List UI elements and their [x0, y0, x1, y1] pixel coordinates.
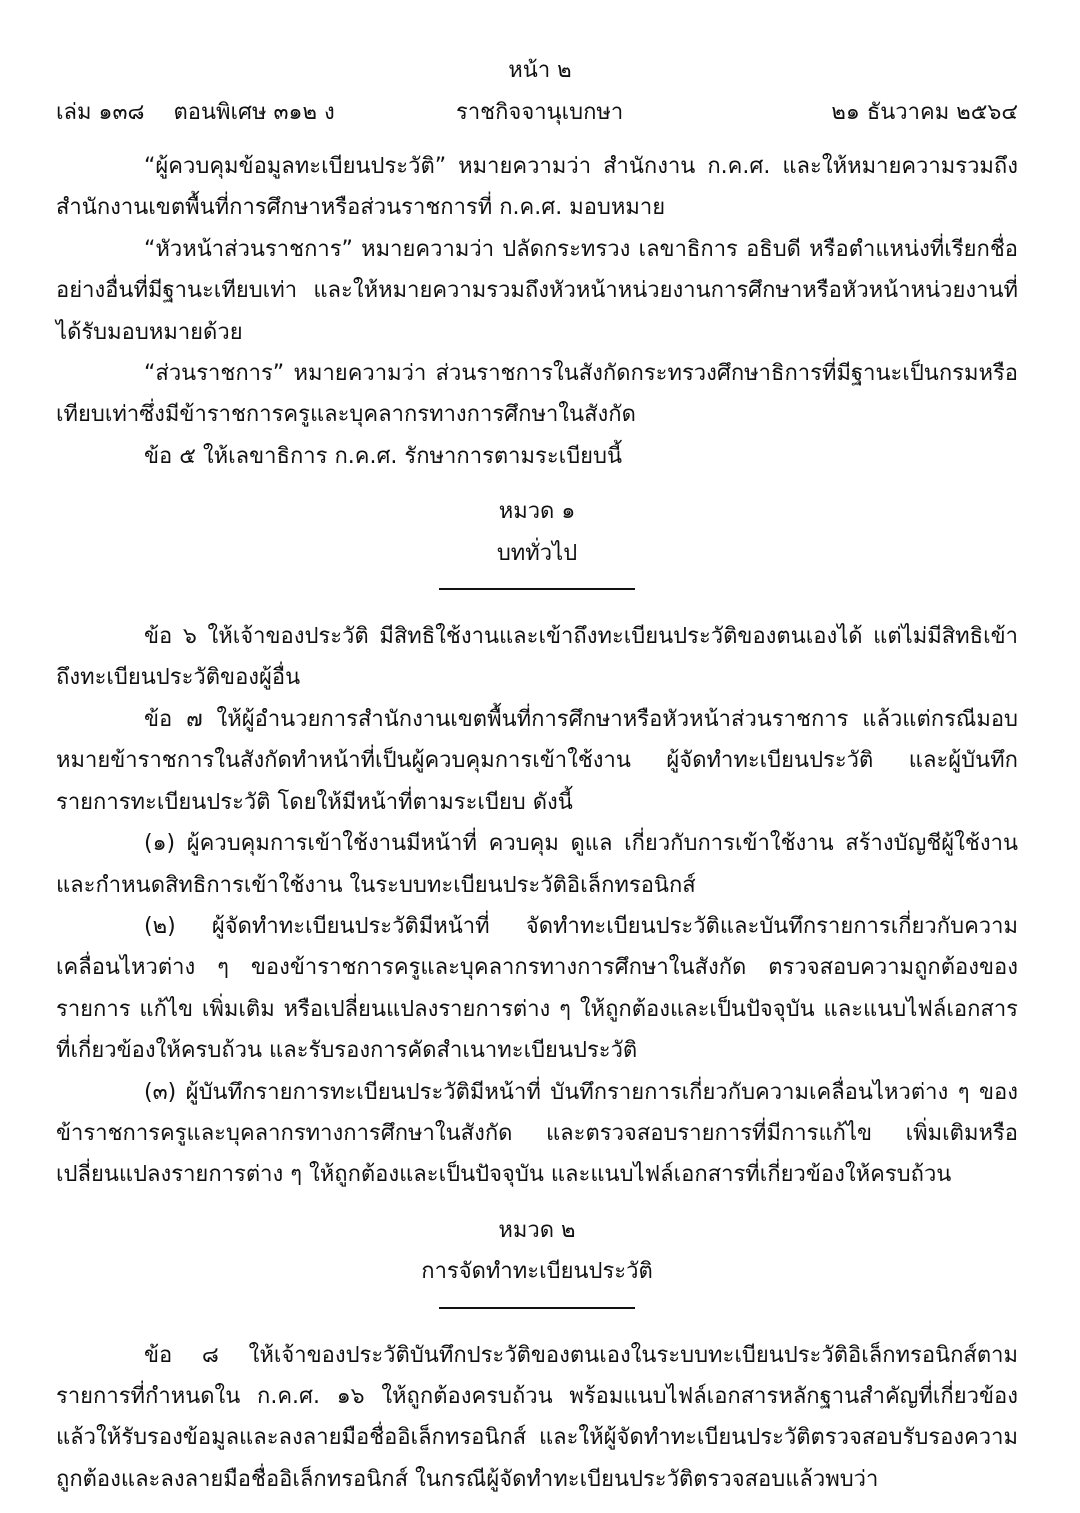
- chapter-1-title: บททั่วไป: [496, 540, 578, 566]
- document-body: [56, 146, 1018, 1500]
- clause-5: ข้อ ๕ ให้เลขาธิการ ก.ค.ศ. รักษาการตามระเบียบนี้: [144, 443, 623, 469]
- clause-6: ข้อ ๖ ให้เจ้าของประวัติ มีสิทธิใช้งานและเข้าถึงทะเบียนประวัติของตนเองได้ แต่ไม่มีสิทธิเข้าถึงทะเบียนประวัติของผู้อื่น: [56, 624, 1018, 691]
- gazette-header: [56, 94, 1018, 124]
- clause-7-item-2: (๒) ผู้จัดทำทะเบียนประวัติมีหน้าที่ จัดทำทะเบียนประวัติและบันทึกรายการเกี่ยวกับความเคลื่อนไหวต่าง ๆ ของข้าราชการครูและบุคลากรทางการศึกษาในสังกัด ตรวจสอบความถูกต้องของรายการ แก้ไข เพิ่มเติม หรือเปลี่ยนแปลงรายการต่าง ๆ ให้ถูกต้องและเป็นปัจจุบัน และแนบไฟล์เอกสารที่เกี่ยวข้องให้ครบถ้วน และรับรองการคัดสำเนาทะเบียนประวัติ: [56, 913, 1018, 1064]
- issue-number: ตอนพิเศษ ๓๑๒ ง: [173, 100, 335, 125]
- clause-7-item-3: (๓) ผู้บันทึกรายการทะเบียนประวัติมีหน้าที่ บันทึกรายการเกี่ยวกับความเคลื่อนไหวต่าง ๆ ของข้าราชการครูและบุคลากรทางการศึกษาในสังกัด และตรวจสอบรายการที่มีการแก้ไข เพิ่มเติมหรือเปลี่ยนแปลงรายการต่าง ๆ ให้ถูกต้องและเป็นปัจจุบัน และแนบไฟล์เอกสารที่เกี่ยวข้องให้ครบถ้วน: [56, 1079, 1018, 1188]
- volume-number: เล่ม ๑๓๘: [56, 100, 145, 125]
- chapter-2-number: หมวด ๒: [498, 1217, 576, 1243]
- page-number: หน้า ๒: [508, 58, 572, 83]
- chapter-2-title: การจัดทำทะเบียนประวัติ: [421, 1259, 653, 1285]
- header-left: [56, 94, 335, 129]
- clause-7: ข้อ ๗ ให้ผู้อำนวยการสำนักงานเขตพื้นที่การศึกษาหรือหัวหน้าส่วนราชการ แล้วแต่กรณีมอบหมายข้าราชการในสังกัดทำหน้าที่เป็นผู้ควบคุมการเข้าใช้งาน ผู้จัดทำทะเบียนประวัติ และผู้บันทึกรายการทะเบียนประวัติ โดยให้มีหน้าที่ตามระเบียบ ดังนี้: [56, 706, 1018, 815]
- section-divider: [439, 588, 635, 590]
- publication-date: ๒๑ ธันวาคม ๒๕๖๔: [831, 100, 1018, 125]
- publication-title: ราชกิจจานุเบกษา: [456, 100, 624, 125]
- clause-8: ข้อ ๘ ให้เจ้าของประวัติบันทึกประวัติของตนเองในระบบทะเบียนประวัติอิเล็กทรอนิกส์ตามรายการที่กำหนดใน ก.ค.ศ. ๑๖ ให้ถูกต้องครบถ้วน พร้อมแนบไฟล์เอกสารหลักฐานสำคัญที่เกี่ยวข้อง แล้วให้รับรองข้อมูลและลงลายมือชื่ออิเล็กทรอนิกส์ และให้ผู้จัดทำทะเบียนประวัติตรวจสอบรับรองความถูกต้องและลงลายมือชื่ออิเล็กทรอนิกส์ ในกรณีผู้จัดทำทะเบียนประวัติตรวจสอบแล้วพบว่า: [56, 1342, 1018, 1492]
- definition-government-agency: “ส่วนราชการ” หมายความว่า ส่วนราชการในสังกัดกระทรวงศึกษาธิการที่มีฐานะเป็นกรมหรือเทียบเท่าซึ่งมีข้าราชการครูและบุคลากรทางการศึกษาในสังกัด: [56, 361, 1018, 428]
- definition-head-of-agency: “หัวหน้าส่วนราชการ” หมายความว่า ปลัดกระทรวง เลขาธิการ อธิบดี หรือตำแหน่งที่เรียกชื่ออย่างอื่นที่มีฐานะเทียบเท่า และให้หมายความรวมถึงหัวหน้าหน่วยงานการศึกษาหรือหัวหน้าหน่วยงานที่ได้รับมอบหมายด้วย: [56, 236, 1018, 345]
- definition-data-controller: “ผู้ควบคุมข้อมูลทะเบียนประวัติ” หมายความว่า สำนักงาน ก.ค.ศ. และให้หมายความรวมถึงสำนักงานเขตพื้นที่การศึกษาหรือส่วนราชการที่ ก.ค.ศ. มอบหมาย: [56, 154, 1018, 221]
- section-divider: [439, 1307, 635, 1309]
- clause-7-item-1: (๑) ผู้ควบคุมการเข้าใช้งานมีหน้าที่ ควบคุม ดูแล เกี่ยวกับการเข้าใช้งาน สร้างบัญชีผู้ใช้งานและกำหนดสิทธิการเข้าใช้งาน ในระบบทะเบียนประวัติอิเล็กทรอนิกส์: [56, 831, 1018, 898]
- chapter-1-number: หมวด ๑: [498, 499, 576, 525]
